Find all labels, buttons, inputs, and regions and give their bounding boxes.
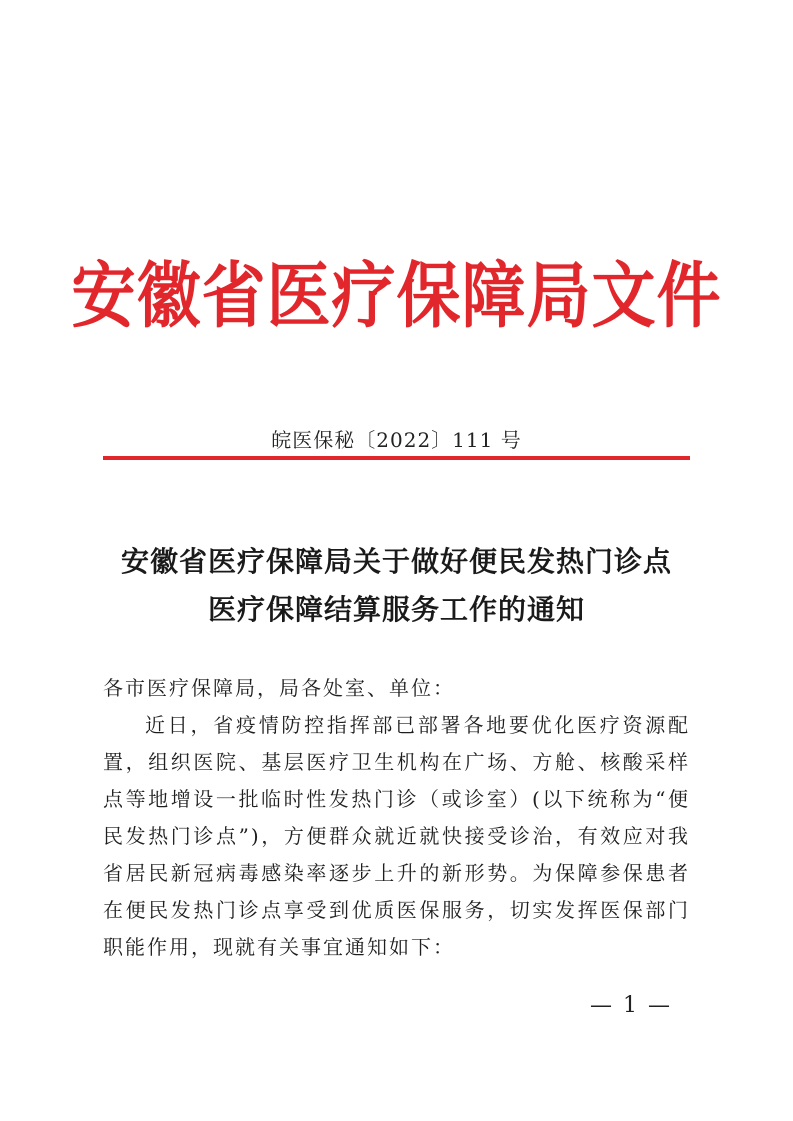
- page-number: — 1 —: [590, 993, 672, 1018]
- masthead-title: 安徽省医疗保障局文件: [71, 256, 722, 336]
- notice-title-line-1: 安徽省医疗保障局关于做好便民发热门诊点: [120, 545, 672, 578]
- salutation: 各市医疗保障局，局各处室、单位：: [103, 676, 455, 700]
- body-paragraph: 近日，省疫情防控指挥部已部署各地要优化医疗资源配置，组织医院、基层医疗卫生机构在广场、方舱、核酸采样点等地增设一批临时性发热门诊（或诊室）(以下统称为“便民发热门诊点”)，方便群众就近就快接受诊治，有效应对我省居民新冠病毒感染率逐步上升的新形势。为保障参保患者在便民发热门诊点享受到优质医保服务，切实发挥医保部门职能作用，现就有关事宜通知如下：: [103, 713, 690, 959]
- document-number: 皖医保秘〔2022〕111 号: [271, 428, 522, 452]
- notice-title-line-2: 医疗保障结算服务工作的通知: [207, 593, 585, 626]
- red-divider-rule: [103, 456, 690, 460]
